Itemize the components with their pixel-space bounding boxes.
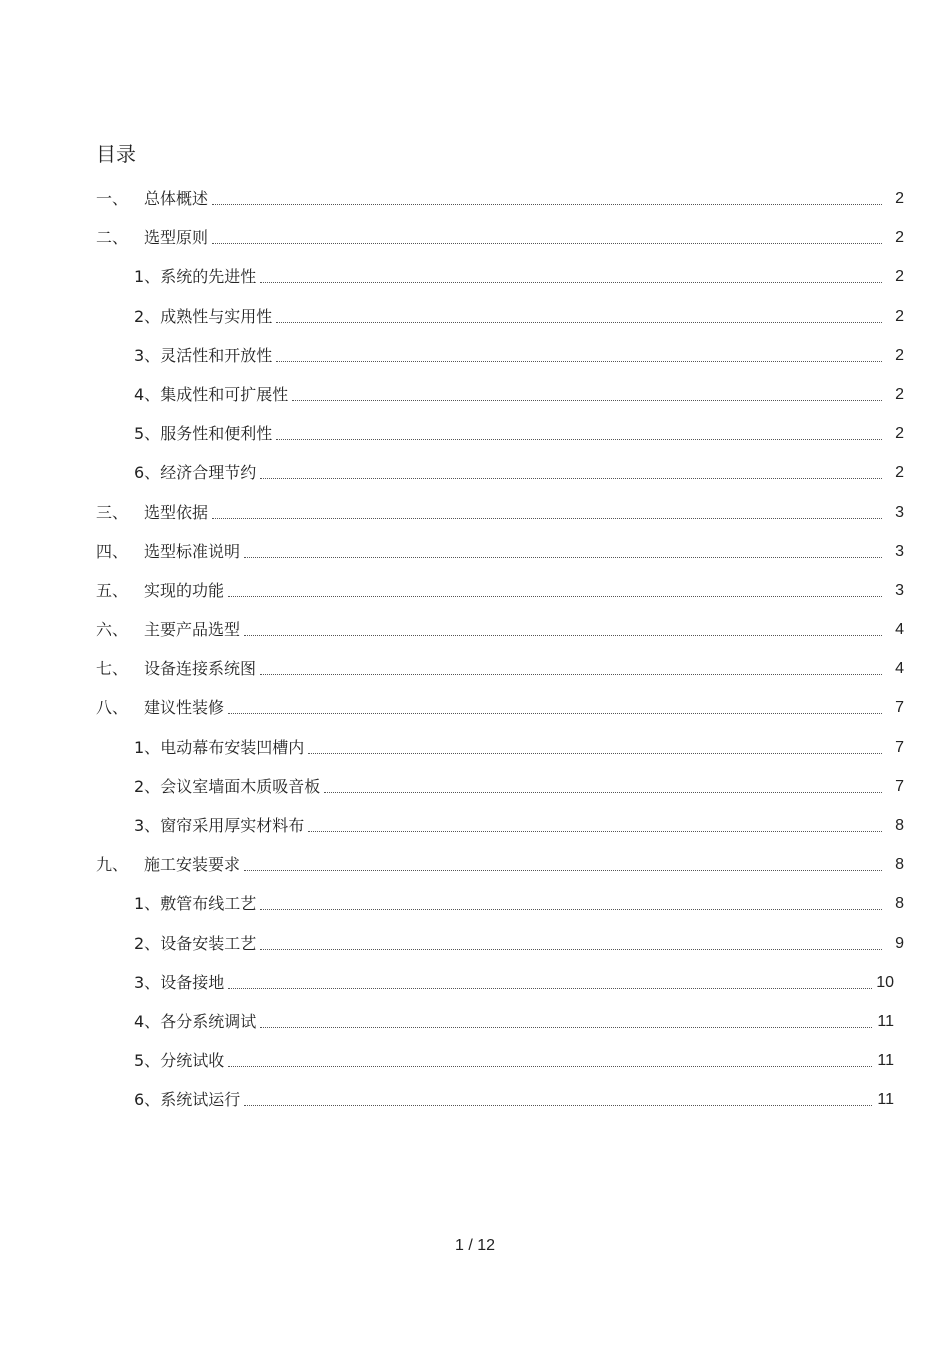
toc-entry-label: 设备连接系统图 [144,659,257,679]
toc-entry-page: 10 [876,973,894,991]
toc-entry-page: 8 [895,895,904,913]
toc-entry-line [134,973,894,993]
toc-dot-leader [228,713,882,714]
toc-dot-leader [276,322,882,323]
toc-entry-number: 3、 [134,816,161,835]
toc-entry-page: 11 [877,1091,894,1109]
toc-entry-page: 3 [895,542,904,560]
toc-entry-number: 4、 [134,384,161,404]
toc-entry[interactable] [0,689,950,728]
toc-entry-label: 敷管布线工艺 [160,894,257,914]
toc-entry-page: 2 [895,190,904,207]
toc-entry[interactable] [0,180,950,219]
toc-entry[interactable] [0,611,950,650]
toc-entry-page: 3 [895,581,904,599]
toc-entry-line [134,307,904,327]
toc-entry-page: 2 [895,464,904,482]
toc-entry-page: 2 [895,229,904,247]
toc-entry-page: 8 [895,856,904,874]
toc-entry-label: 建议性装修 [144,698,225,718]
toc-entry-label: 服务性和便利性 [160,424,273,444]
toc-entry-line [134,934,904,954]
toc-entry-page: 7 [895,738,904,756]
toc-entry-number: 二、 [96,228,129,248]
toc-dot-leader [244,635,882,636]
toc-entry[interactable] [0,376,950,415]
toc-entry-number: 八、 [96,698,129,718]
toc-dot-leader [260,674,882,675]
toc-entry[interactable] [0,1042,950,1081]
toc-entry[interactable] [0,258,950,297]
toc-entry-line [134,1090,894,1110]
toc-dot-leader [324,792,882,793]
toc-dot-leader [308,831,882,832]
toc-dot-leader [260,1027,872,1028]
toc-entry-line [96,189,904,209]
toc-entry-number: 3、 [134,345,161,365]
toc-entry-page: 9 [895,934,904,952]
toc-entry-page: 11 [877,1012,894,1030]
toc-entry-number: 三、 [96,502,129,522]
toc-dot-leader [244,1105,872,1106]
toc-dot-leader [212,243,882,244]
toc-entry-label: 集成性和可扩展性 [160,384,289,404]
toc-entry-label: 选型原则 [144,228,209,248]
toc-entry-line [134,1051,894,1071]
toc-dot-leader [228,596,882,597]
toc-entry-line [134,816,904,836]
toc-dot-leader [212,204,882,205]
toc-entry-line [134,894,904,914]
toc-entry-page: 4 [895,621,904,639]
toc-entry-label: 选型依据 [144,502,209,522]
toc-entry[interactable] [0,454,950,493]
toc-entry-page: 8 [895,817,904,834]
toc-entry-number: 1、 [134,737,161,757]
toc-entry-number: 七、 [96,659,129,679]
toc-entry-line [134,1012,894,1032]
toc-title: 目录 [96,142,136,166]
toc-entry-label: 电动幕布安装凹槽内 [160,737,305,757]
toc-entry-page: 2 [895,346,904,364]
toc-entry-label: 设备安装工艺 [160,933,257,953]
toc-entry-label: 会议室墙面木质吸音板 [160,776,321,796]
toc-entry-line [96,659,904,679]
toc-entry[interactable] [0,337,950,376]
toc-dot-leader [228,988,872,989]
toc-entry-line [134,346,904,366]
toc-entry-number: 4、 [134,1011,161,1031]
toc-entry-number: 6、 [134,1090,161,1110]
toc-entry[interactable] [0,219,950,258]
toc-entry[interactable] [0,494,950,533]
toc-entry-number: 5、 [134,1051,161,1071]
toc-entry-line [96,503,904,523]
toc-entry[interactable] [0,807,950,846]
toc-dot-leader [308,753,882,754]
toc-entry-page: 7 [895,777,904,795]
toc-entry[interactable] [0,885,950,924]
toc-dot-leader [260,478,882,479]
page-number: 1 / 12 [454,1237,496,1254]
toc-entry[interactable] [0,298,950,337]
toc-entry-line [134,738,904,758]
toc-entry[interactable] [0,650,950,689]
toc-entry-label: 成熟性与实用性 [160,306,273,326]
toc-entry-label: 主要产品选型 [144,620,241,640]
toc-entry-label: 实现的功能 [144,580,225,600]
toc-entry-number: 2、 [134,306,161,326]
toc-entry-number: 5、 [134,424,161,444]
toc-dot-leader [212,518,882,519]
toc-entry-line [134,463,904,483]
toc-entry-line [96,228,904,248]
toc-entry-number: 九、 [96,855,129,875]
toc-entry-number: 3、 [134,972,161,992]
toc-entry-page: 4 [895,660,904,678]
toc-dot-leader [260,282,882,283]
toc-entry-line [134,777,904,797]
toc-entry-number: 五、 [96,580,129,600]
toc-entry[interactable] [0,533,950,572]
toc-entry[interactable] [0,925,950,964]
toc-entry[interactable] [0,768,950,807]
toc-entry-number: 1、 [134,267,161,287]
toc-entry-label: 经济合理节约 [160,463,257,483]
toc-entry[interactable] [0,1003,950,1042]
toc-entry-line [134,385,904,405]
toc-entry-line [134,424,904,444]
toc-dot-leader [244,557,882,558]
toc-entry-number: 六、 [96,620,129,640]
toc-dot-leader [260,949,882,950]
toc-dot-leader [276,361,882,362]
toc-entry-page: 2 [895,307,904,325]
toc-entry-label: 设备接地 [160,972,225,992]
toc-entry[interactable] [0,415,950,454]
toc-entry-line [96,855,904,875]
toc-dot-leader [276,439,882,440]
toc-entry-label: 系统试运行 [160,1090,241,1110]
toc-entry[interactable] [0,1081,950,1120]
toc-entry-number: 2、 [134,933,161,953]
toc-entry-line [96,581,904,601]
toc-list [0,180,950,1121]
toc-entry-label: 选型标准说明 [144,541,241,561]
toc-dot-leader [244,870,882,871]
toc-entry-label: 窗帘采用厚实材料布 [160,816,305,835]
toc-entry-label: 各分系统调试 [160,1011,257,1031]
toc-entry[interactable] [0,729,950,768]
toc-entry-line [134,267,904,287]
toc-entry-page: 11 [877,1052,894,1070]
toc-entry-label: 总体概述 [144,189,209,208]
toc-entry[interactable] [0,846,950,885]
toc-entry-number: 6、 [134,463,161,483]
toc-entry-line [96,542,904,562]
toc-dot-leader [260,909,882,910]
toc-dot-leader [292,400,882,401]
toc-entry-number: 一、 [96,189,129,208]
toc-entry-label: 分统试收 [160,1051,225,1071]
toc-dot-leader [228,1066,872,1067]
toc-entry-label: 灵活性和开放性 [160,345,273,365]
toc-entry-label: 施工安装要求 [144,855,241,875]
toc-entry[interactable] [0,572,950,611]
toc-entry-label: 系统的先进性 [160,267,257,287]
toc-entry-number: 1、 [134,894,161,914]
toc-entry-page: 2 [895,425,904,443]
toc-entry[interactable] [0,964,950,1003]
toc-entry-page: 2 [895,385,904,403]
toc-entry-number: 四、 [96,541,129,561]
toc-entry-page: 3 [895,503,904,521]
toc-entry-line [96,620,904,640]
toc-entry-number: 2、 [134,776,161,796]
toc-entry-page: 2 [895,268,904,286]
toc-entry-page: 7 [895,699,904,717]
toc-entry-line [96,698,904,718]
